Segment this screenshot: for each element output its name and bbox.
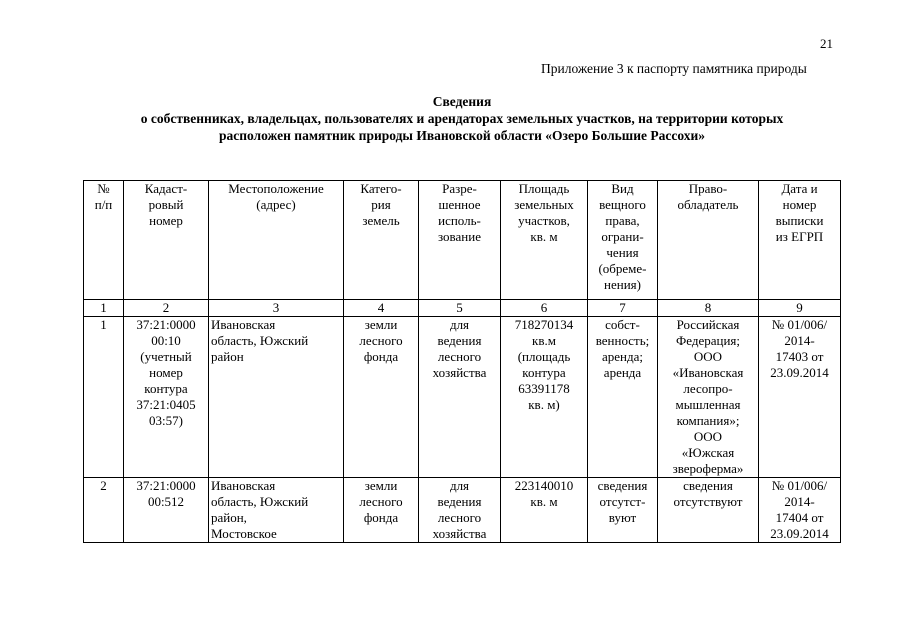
cell-line: хозяйства (432, 365, 487, 380)
cell-line: область, Южский (211, 333, 309, 348)
cell-location (209, 478, 344, 543)
header-egrp-extract (759, 181, 841, 300)
cell-line: ведения (437, 333, 482, 348)
header-cadastral-number (124, 181, 209, 300)
column-number: 1 (84, 300, 124, 317)
cell-line: кв. м (530, 494, 558, 509)
cell-line: чения (606, 245, 639, 260)
cell-line: 23.09.2014 (770, 526, 829, 541)
column-number: 6 (501, 300, 588, 317)
cell-line: венность; (595, 333, 650, 348)
cell-line: Право- (688, 181, 728, 196)
cell-line: рия (371, 197, 391, 212)
cell-land-category (344, 317, 419, 478)
cell-line: мышленная (675, 397, 741, 412)
header-number (84, 181, 124, 300)
cell-line: лесопро- (683, 381, 733, 396)
cell-line: отсутствуют (673, 494, 743, 509)
cell-line: (учетный (140, 349, 192, 364)
column-number: 7 (588, 300, 658, 317)
cell-number (84, 317, 124, 478)
cell-line: зование (438, 229, 481, 244)
cell-line: Кадаст- (144, 181, 188, 196)
column-number: 5 (419, 300, 501, 317)
cell-line: для (449, 317, 470, 332)
appendix-note: Приложение 3 к паспорту памятника природы (541, 61, 807, 76)
cell-line: номер (149, 365, 183, 380)
column-number: 8 (658, 300, 759, 317)
cell-line: 00:10 (151, 333, 181, 348)
cell-line: Федерация; (675, 333, 741, 348)
cell-line: номер (149, 213, 183, 228)
cell-line: кв.м (532, 333, 556, 348)
cell-line: земель (362, 213, 400, 228)
table-header-row (84, 181, 841, 300)
cell-line: фонда (363, 510, 399, 525)
cell-line: контура (522, 365, 566, 380)
cell-right-holder (658, 478, 759, 543)
cell-line: отсутст- (599, 494, 646, 509)
cell-line: из ЕГРП (775, 229, 824, 244)
cell-number (84, 478, 124, 543)
cell-line: 23.09.2014 (770, 365, 829, 380)
cell-line: Местоположение (228, 181, 324, 196)
cell-line: (адрес) (256, 197, 296, 212)
cell-line: вуют (608, 510, 637, 525)
cell-line: Катего- (360, 181, 402, 196)
cell-line: ООО (693, 429, 723, 444)
cell-line: контура (144, 381, 188, 396)
cell-line: земельных (514, 197, 574, 212)
heading-title: Сведения (432, 94, 492, 109)
cell-location (209, 317, 344, 478)
column-number: 9 (759, 300, 841, 317)
cell-line: 17404 от (775, 510, 824, 525)
heading-subtitle-line-1: о собственниках, владельцах, пользователях и арендаторах земельных участков, на территории которых (140, 111, 784, 126)
cell-line: 17403 от (775, 349, 824, 364)
cell-line: компания»; (676, 413, 740, 428)
cell-line: Ивановская (211, 478, 276, 493)
cell-line: сведения (683, 478, 733, 493)
cell-line: выписки (775, 213, 824, 228)
cell-line: Российская (676, 317, 740, 332)
header-location (209, 181, 344, 300)
cell-line: кв. м) (528, 397, 560, 412)
table-row (84, 317, 841, 478)
cell-line: область, Южский (211, 494, 309, 509)
column-number: 4 (344, 300, 419, 317)
cell-line: лесного (437, 349, 482, 364)
page-number: 21 (820, 36, 833, 51)
cell-line: 1 (100, 317, 107, 332)
cell-permitted-use (419, 478, 501, 543)
column-number: 2 (124, 300, 209, 317)
cell-line: лесного (359, 494, 403, 509)
cell-line: район, (211, 510, 247, 525)
cell-cadastral-number (124, 317, 209, 478)
cell-line: сведения (597, 478, 648, 493)
cell-line: фонда (363, 349, 399, 364)
header-land-category (344, 181, 419, 300)
cell-line: (площадь (517, 349, 571, 364)
column-number: 3 (209, 300, 344, 317)
cell-line: район (211, 349, 244, 364)
cell-area (501, 317, 588, 478)
heading-subtitle-line-2: расположен памятник природы Ивановской области «Озеро Большие Рассохи» (218, 128, 706, 143)
header-area (501, 181, 588, 300)
cell-line: 223140010 (514, 478, 574, 493)
cell-line: обладатель (677, 197, 739, 212)
cell-line: шенное (438, 197, 481, 212)
cell-line: № 01/006/ (771, 317, 828, 332)
cell-area (501, 478, 588, 543)
cell-line: земли (364, 317, 398, 332)
cell-right-type (588, 478, 658, 543)
cell-line: ровый (148, 197, 184, 212)
land-plot-table (83, 180, 841, 543)
cell-line: (обреме- (598, 261, 647, 276)
cell-line: 37:21:0405 (136, 397, 196, 412)
cell-line: 37:21:0000 (136, 478, 196, 493)
cell-line: номер (782, 197, 817, 212)
cell-line: Разре- (442, 181, 477, 196)
cell-line: земли (364, 478, 398, 493)
cell-line: участков, (518, 213, 570, 228)
cell-right-type (588, 317, 658, 478)
cell-line: Дата и (781, 181, 818, 196)
cell-land-category (344, 478, 419, 543)
cell-line: 2014- (784, 494, 815, 509)
cell-egrp-extract (759, 478, 841, 543)
cell-line: ограни- (601, 229, 644, 244)
cell-right-holder (658, 317, 759, 478)
cell-line: Ивановская (211, 317, 276, 332)
cell-line: 2014- (784, 333, 815, 348)
cell-line: 2 (100, 478, 107, 493)
header-right-holder (658, 181, 759, 300)
cell-line: для (449, 478, 470, 493)
document-heading (80, 93, 844, 144)
cell-line: нения) (604, 277, 641, 292)
cell-line: права, (605, 213, 640, 228)
cell-line: аренда (603, 365, 642, 380)
cell-line: Вид (611, 181, 634, 196)
cell-line: «Южская (681, 445, 735, 460)
cell-line: аренда; (602, 349, 643, 364)
cell-line: кв. м (530, 229, 558, 244)
cell-line: № (97, 181, 110, 196)
header-permitted-use (419, 181, 501, 300)
cell-line: «Ивановская (672, 365, 744, 380)
cell-line: п/п (94, 197, 113, 212)
header-right-type (588, 181, 658, 300)
table-row (84, 478, 841, 543)
cell-line: 00:512 (147, 494, 185, 509)
cell-line: хозяйства (432, 526, 487, 541)
cell-line: звероферма» (672, 461, 744, 476)
cell-line: вещного (599, 197, 646, 212)
column-number-row (84, 300, 841, 317)
cell-line: 03:57) (149, 413, 183, 428)
cell-line: ООО (693, 349, 723, 364)
cell-line: ведения (437, 494, 482, 509)
cell-cadastral-number (124, 478, 209, 543)
cell-line: Мостовское (211, 526, 277, 541)
cell-line: собст- (605, 317, 640, 332)
cell-line: лесного (437, 510, 482, 525)
cell-egrp-extract (759, 317, 841, 478)
cell-line: 37:21:0000 (136, 317, 196, 332)
cell-line: № 01/006/ (771, 478, 828, 493)
cell-line: Площадь (518, 181, 570, 196)
cell-line: исполь- (438, 213, 481, 228)
cell-permitted-use (419, 317, 501, 478)
cell-line: 63391178 (518, 381, 570, 396)
cell-line: 718270134 (514, 317, 574, 332)
cell-line: лесного (359, 333, 403, 348)
